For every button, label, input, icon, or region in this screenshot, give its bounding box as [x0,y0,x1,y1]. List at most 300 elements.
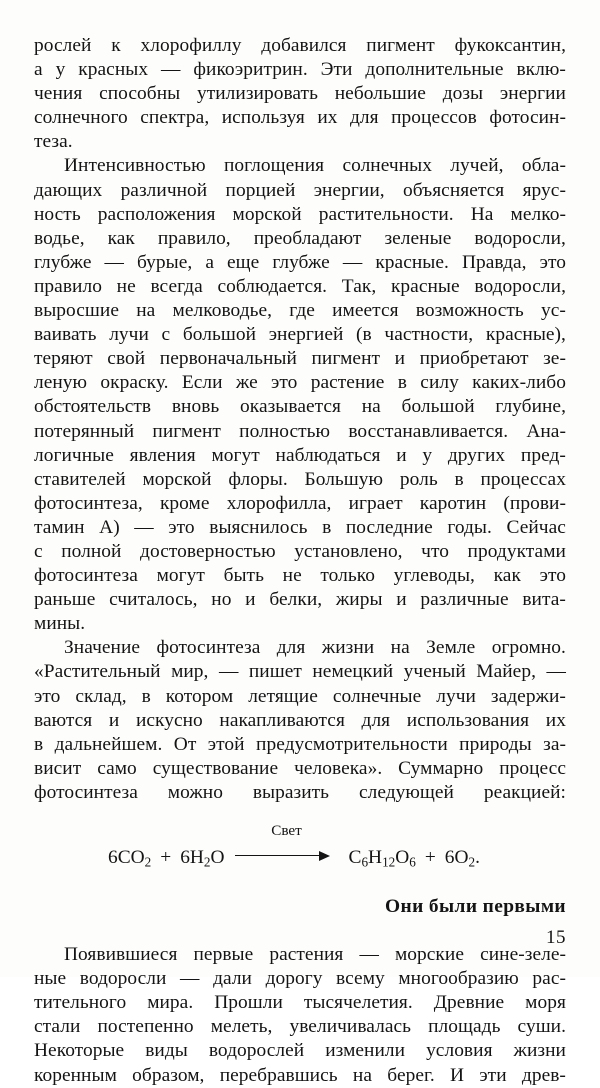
word: моря [525,992,566,1014]
word: различные [420,589,509,611]
word: для [361,709,391,731]
word: могут [156,565,205,587]
word: для [350,107,379,129]
word: растение [310,372,385,394]
word: в [141,685,151,707]
word: А) [99,516,120,538]
word: Появившиеся [64,944,178,966]
word: Эти [320,59,353,81]
word: ус- [541,300,566,322]
text-line [34,299,566,323]
equation-product-o2: $6O_2$. [444,847,480,870]
word: (в [356,324,372,346]
word: — [161,59,181,81]
word: многообразию [398,968,519,990]
word: первые [193,944,254,966]
word: Сейчас [506,516,566,538]
word: лучи [436,685,476,707]
word: теза. [34,131,73,153]
text-line [34,420,566,444]
word: всему [336,968,385,990]
word: мир, [171,661,209,683]
word: ваются [34,709,93,731]
equation-reactant-h2o: $6H_2O$ [180,847,225,870]
word: обстоятельств [34,396,152,418]
word: образом, [132,1064,205,1086]
word: и [396,444,407,466]
word: этой [207,733,245,755]
word: растительности. [318,203,454,225]
word: фукоксантин, [454,35,566,56]
word: мелко- [510,203,566,225]
word: логичные [34,444,114,466]
word: имеется [332,300,399,322]
text-line [34,709,566,733]
word: дающих [34,179,103,201]
text-line [34,1064,566,1088]
text-line [34,323,566,347]
word: лучи [109,324,149,346]
word: пигмент [152,420,221,442]
word: — [342,251,363,273]
word: энергией [268,324,344,346]
word: в [322,516,332,538]
word: что [421,540,449,562]
equation-inner [108,822,480,871]
word: реакцией: [483,781,566,803]
word: это [34,685,61,707]
word: задержи- [490,685,566,707]
word: достоверностью [140,540,276,562]
body-text-bottom [34,943,566,1088]
word: различной [120,179,208,201]
word: на [390,637,410,659]
word: фикоэритрин. [193,59,308,81]
word: порцией [225,179,296,201]
word: перебравшись [219,1064,338,1086]
word: с [161,324,171,346]
word: Большую [304,468,384,490]
word: дальнейшем. [54,733,163,755]
text-line [34,685,566,709]
word: само [97,757,137,779]
text-line [34,540,566,564]
word: это [539,565,566,587]
word: ность [34,203,81,225]
text-line [34,371,566,395]
word: жизни [321,637,375,659]
word: Земле [426,637,476,659]
word: — [134,516,154,538]
word: частности, [384,324,474,346]
word: кроме [159,492,210,514]
word: водоросли, [474,275,566,297]
text-line [34,203,566,227]
word: рас- [532,968,566,990]
word: фотосинтеза [34,565,138,587]
word: играет [348,492,403,514]
word: Если [181,372,223,394]
word: хлорофиллу [140,35,242,56]
word: их [317,107,338,129]
arrow-line [235,855,327,857]
word: и [108,709,120,731]
word: преобладают [253,227,362,249]
word: Интенсивностью [64,155,206,177]
heading-spacer [34,919,566,943]
word: водорослей [208,1040,305,1062]
word: на [361,396,381,418]
word: человека». [294,757,383,779]
word: выросшие [34,300,119,322]
text-line [34,781,566,805]
word: процесс [499,757,566,779]
section-heading: Они были первыми [385,896,566,917]
word: солнечные [332,685,422,707]
word: эти [479,1064,507,1086]
word: котором [165,685,234,707]
word: приобретают [419,348,529,370]
word: бурые, [137,251,193,273]
word: Древние [433,992,505,1014]
word: это [539,251,566,273]
text-line [34,967,566,991]
equation-arrow [235,822,339,863]
word: немецкий [312,661,394,683]
word: наблюдаться [275,444,381,466]
word: красные [390,275,460,297]
word: свой [107,348,146,370]
word: огромно. [491,637,566,659]
word: пишет [248,661,302,683]
word: мелководье, [172,300,273,322]
word: летящие [248,685,318,707]
word: зеленые [384,227,452,249]
word: небольшие [334,83,426,105]
word: Правда, [461,251,527,273]
word: глубине, [495,396,566,418]
word: сине-зеле- [480,944,566,966]
word: полной [61,540,122,562]
word: тамин [34,516,85,538]
word: дали [213,968,252,990]
word: окраску. [100,372,169,394]
text-line [34,154,566,178]
word: оказывается [240,396,342,418]
word: склад, [75,685,127,707]
word: пред- [520,444,566,466]
word: утилизировать [196,83,318,105]
word: ученый [403,661,466,683]
word: постепенно [97,1016,194,1038]
text-line [34,34,566,58]
word: — [180,968,200,990]
text-line [34,468,566,492]
word: энергии, [313,179,385,201]
word: ваивать [34,324,97,346]
word: где [289,300,315,322]
word: чения [34,83,83,105]
text-line [34,492,566,516]
word: процессах [480,468,566,490]
word: древ- [521,1064,566,1086]
word: могут [211,444,260,466]
text-line [34,588,566,612]
word: пигмент [311,348,381,370]
text-line [34,991,566,1015]
word: в [34,733,44,755]
word: в [454,468,464,490]
word: объясняется [402,179,505,201]
word: флоры. [228,468,288,490]
word: ярус- [522,179,566,201]
word: висит [34,757,82,779]
text-line [34,733,566,757]
word: стали [34,1016,81,1038]
word: тысячелетия. [303,992,413,1014]
word: можно [167,781,223,803]
word: возможность [415,300,524,322]
word: выразить [252,781,330,803]
word: белки, [269,589,323,611]
word: существование [152,757,279,779]
word: и [245,589,256,611]
word: увеличивалась [289,1016,412,1038]
word: суши. [517,1016,566,1038]
word: Так, [341,275,377,297]
text-line [34,106,566,130]
word: еще [227,251,260,273]
text-line [34,564,566,588]
word: условия [426,1040,493,1062]
word: накапливаются [219,709,345,731]
text-line [34,275,566,299]
word: а [205,251,214,273]
word: жиры [335,589,383,611]
word: зе- [543,348,566,370]
chemical-equation [34,819,566,871]
text-line [34,130,566,154]
word: мира. [147,992,194,1014]
word: правило [34,275,102,297]
word: потерянный [34,420,135,442]
text-line [34,516,566,540]
text-line [34,251,566,275]
word: их [545,709,566,731]
word: лучей, [450,155,504,177]
word: но [211,589,232,611]
word: морские [394,944,464,966]
word: годы. [447,516,492,538]
word: большой [182,324,257,346]
word: расположения [97,203,216,225]
word: Майер, [476,661,536,683]
word: первоначальный [159,348,297,370]
word: не [282,565,302,587]
word: леную [34,372,88,394]
word: явления [129,444,196,466]
word: у [55,59,66,81]
word: Значение [64,637,141,659]
word: а [34,59,43,81]
word: дорогу [265,968,323,990]
word: Суммарно [398,757,484,779]
word: тительного [34,992,127,1014]
word: красные), [485,324,566,346]
word: хлорофилла, [226,492,332,514]
word: красные. [375,251,449,273]
word: морской [142,468,212,490]
word: считалось, [109,589,198,611]
word: у [422,444,433,466]
text-line [34,227,566,251]
word: как [493,565,521,587]
word: других [447,444,506,466]
word: дозы [442,83,484,105]
paragraph [34,34,566,154]
text-line [34,347,566,371]
word: как [107,227,135,249]
paragraph [34,943,566,1088]
word: последние [345,516,433,538]
arrow-head-icon [319,851,330,861]
word: солнечных [342,155,432,177]
word: теряют [34,348,93,370]
word: коренным [34,1064,117,1086]
word: за- [543,733,566,755]
word: выяснилось [209,516,308,538]
word: с [34,540,43,562]
word: к [111,35,121,56]
word: использования [406,709,530,731]
text-line [34,757,566,781]
word: и [396,589,407,611]
word: используя [221,107,305,129]
word: растения [269,944,344,966]
word: изменили [325,1040,406,1062]
equation-plus-right: + [424,847,436,869]
word: жизни [513,1040,566,1062]
word: следующей [358,781,454,803]
word: быть [223,565,264,587]
word: фотосин- [489,107,566,129]
word: вклю- [516,59,566,81]
word: способны [99,83,181,105]
word: глубже [34,251,92,273]
text-line [34,1015,566,1039]
word: рослей [34,35,92,56]
word: Некоторые [34,1040,125,1062]
text-line [34,82,566,106]
word: на [352,1064,373,1086]
word: площадь [428,1016,501,1038]
word: мелеть, [210,1016,273,1038]
body-text-top [34,34,566,805]
word: ставителей [34,468,126,490]
word: вновь [171,396,220,418]
word: морской [232,203,302,225]
word: раньше [34,589,96,611]
word: предусмотрительности [256,733,448,755]
word: каротин [419,492,487,514]
equation-plus-left: + [160,847,172,869]
word: От [173,733,197,755]
word: — [546,661,566,683]
word: И [449,1064,465,1086]
word: соблюдается. [217,275,328,297]
paragraph [34,636,566,805]
word: только [320,565,375,587]
word: силу [420,372,459,394]
text-line [34,179,566,203]
word: водоросли [79,968,167,990]
word: же [235,372,258,394]
text-line [34,1039,566,1063]
word: роль [399,468,438,490]
text-line [34,660,566,684]
text-line [34,636,566,660]
word: — [218,661,239,683]
word: мины. [34,613,86,635]
word: пигмент [366,35,435,56]
word: всегда [150,275,203,297]
word: глубже [272,251,330,273]
word: поглощения [223,155,325,177]
word: спектра, [140,107,210,129]
text-line [34,943,566,967]
word: природы [459,733,532,755]
word: в [397,372,407,394]
text-line [34,444,566,468]
page-number: 15 [546,927,566,948]
word: добавился [261,35,347,56]
text-line [34,58,566,82]
word: большой [401,396,475,418]
word: виды [145,1040,188,1062]
word: обла- [521,155,566,177]
word: водье, [34,227,85,249]
equation-arrow-label: Свет [271,822,302,840]
word: фотосинтеза, [34,492,143,514]
word: — [359,944,379,966]
word: установлено, [294,540,403,562]
equation-reactant-co2: $6CO_2$ [108,847,152,870]
word: ные [34,968,67,990]
word: фотосинтеза [156,637,261,659]
word: правило, [157,227,231,249]
word: фотосинтеза [34,781,138,803]
word: На [470,203,494,225]
word: это [168,516,195,538]
word: солнечного [34,107,128,129]
word: Ана- [526,420,566,442]
word: — [104,251,124,273]
word: Прошли [214,992,283,1014]
word: процессов [391,107,477,129]
word: и [394,348,406,370]
word: «Растительный [34,661,161,683]
word: дополнительные [365,59,504,81]
word: восстанавливается. [348,420,509,442]
text-column [34,34,566,1088]
word: искусно [135,709,203,731]
word: энергии [499,83,566,105]
word: каких-либо [472,372,566,394]
word: это [271,372,298,394]
text-line [34,612,566,636]
equation-product-glucose: $C_6H_{12}O_6$ [348,847,416,870]
word: вита- [522,589,566,611]
